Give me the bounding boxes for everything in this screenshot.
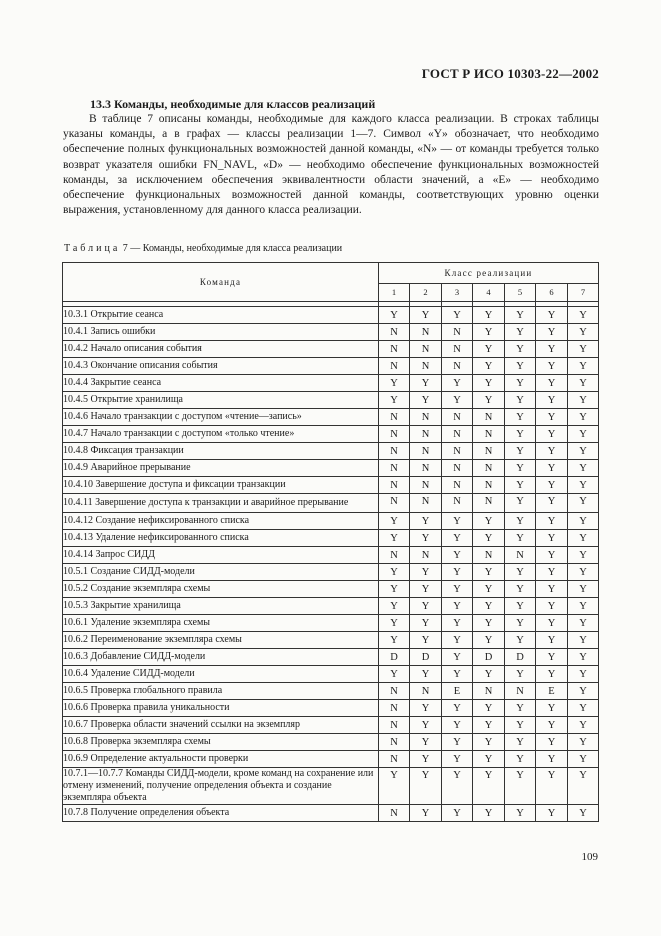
command-name: 10.6.8 Проверка экземпляра схемы (63, 734, 379, 751)
class-value-cell: Y (568, 494, 599, 513)
class-value-cell: N (379, 751, 410, 768)
command-name: 10.4.6 Начало транзакции с доступом «чтение—запись» (63, 409, 379, 426)
class-value-cell: Y (536, 324, 568, 341)
class-value-cell: N (410, 324, 442, 341)
class-value-cell: Y (505, 443, 536, 460)
class-value-cell: N (410, 683, 442, 700)
class-value-cell: Y (442, 375, 473, 392)
command-name: 10.5.1 Создание СИДД-модели (63, 564, 379, 581)
class-value-cell: Y (473, 581, 505, 598)
class-value-cell: Y (410, 307, 442, 324)
class-value-cell: Y (473, 598, 505, 615)
class-value-cell: Y (568, 426, 599, 443)
class-value-cell: E (536, 683, 568, 700)
class-value-cell: N (379, 717, 410, 734)
table-caption-text: — Команды, необходимые для класса реализации (130, 243, 343, 254)
class-value-cell: Y (442, 632, 473, 649)
table-row (63, 649, 599, 666)
class-value-cell: Y (442, 734, 473, 751)
class-value-cell: Y (473, 358, 505, 375)
class-value-cell: Y (442, 805, 473, 822)
class-value-cell: Y (505, 324, 536, 341)
table-row (63, 805, 599, 822)
class-value-cell: Y (536, 409, 568, 426)
command-name: 10.4.7 Начало транзакции с доступом «только чтение» (63, 426, 379, 443)
class-value-cell: Y (568, 805, 599, 822)
class-value-cell: Y (379, 666, 410, 683)
class-value-cell: N (505, 547, 536, 564)
class-value-cell: N (442, 358, 473, 375)
class-value-cell: N (410, 477, 442, 494)
class-value-cell: Y (442, 666, 473, 683)
class-value-cell: Y (568, 358, 599, 375)
command-name: 10.7.8 Получение определения объекта (63, 805, 379, 822)
class-value-cell: Y (568, 649, 599, 666)
class-value-cell: Y (568, 375, 599, 392)
class-value-cell: Y (505, 734, 536, 751)
table-row (63, 683, 599, 700)
class-value-cell: Y (536, 460, 568, 477)
table-row (63, 375, 599, 392)
class-value-cell: Y (473, 375, 505, 392)
class-value-cell: Y (505, 530, 536, 547)
class-value-cell: Y (568, 547, 599, 564)
command-name: 10.6.2 Переименование экземпляра схемы (63, 632, 379, 649)
class-value-cell: Y (536, 494, 568, 513)
class-value-cell: N (473, 683, 505, 700)
class-value-cell: Y (536, 805, 568, 822)
class-value-cell: Y (568, 443, 599, 460)
table-caption-label: Таблица (64, 243, 121, 254)
class-value-cell: Y (505, 581, 536, 598)
command-name: 10.6.3 Добавление СИДД-модели (63, 649, 379, 666)
class-value-cell: Y (442, 307, 473, 324)
class-value-cell: N (505, 683, 536, 700)
class-value-cell: N (379, 324, 410, 341)
class-value-cell: Y (536, 341, 568, 358)
class-value-cell: N (473, 494, 505, 513)
class-value-cell: E (442, 683, 473, 700)
class-value-cell: N (473, 460, 505, 477)
class-value-cell: N (410, 494, 442, 513)
table-row (63, 547, 599, 564)
class-value-cell: N (379, 477, 410, 494)
table-row (63, 734, 599, 751)
class-value-cell: Y (505, 409, 536, 426)
class-value-cell: Y (473, 341, 505, 358)
class-value-cell: Y (379, 615, 410, 632)
class-value-cell: Y (473, 615, 505, 632)
class-value-cell: Y (568, 734, 599, 751)
class-value-cell: Y (473, 324, 505, 341)
class-value-cell: Y (379, 530, 410, 547)
command-name: 10.6.5 Проверка глобального правила (63, 683, 379, 700)
class-value-cell: Y (473, 717, 505, 734)
class-value-cell: N (379, 409, 410, 426)
class-value-cell: Y (442, 615, 473, 632)
page-number: 109 (581, 851, 598, 863)
class-value-cell: Y (568, 717, 599, 734)
class-value-cell: N (379, 460, 410, 477)
class-value-cell: N (379, 734, 410, 751)
class-number-3: 3 (442, 283, 473, 301)
table-row (63, 307, 599, 324)
class-value-cell: Y (442, 513, 473, 530)
class-value-cell: Y (505, 392, 536, 409)
document-header: ГОСТ Р ИСО 10303-22—2002 (421, 66, 599, 81)
class-value-cell: Y (473, 734, 505, 751)
class-value-cell: Y (536, 307, 568, 324)
table-row (63, 717, 599, 734)
command-name: 10.4.13 Удаление нефиксированного списка (63, 530, 379, 547)
table-row (63, 358, 599, 375)
table-row (63, 666, 599, 683)
class-value-cell: Y (379, 581, 410, 598)
class-value-cell: N (379, 426, 410, 443)
class-value-cell: Y (442, 768, 473, 805)
class-value-cell: Y (568, 307, 599, 324)
class-value-cell: N (379, 547, 410, 564)
command-name: 10.4.4 Закрытие сеанса (63, 375, 379, 392)
class-value-cell: Y (568, 324, 599, 341)
class-value-cell: N (379, 683, 410, 700)
command-name: 10.4.11 Завершение доступа к транзакции и аварийное прерывание (63, 494, 379, 513)
class-value-cell: Y (473, 632, 505, 649)
class-value-cell: D (410, 649, 442, 666)
class-value-cell: N (379, 700, 410, 717)
command-name: 10.4.8 Фиксация транзакции (63, 443, 379, 460)
table-row (63, 615, 599, 632)
table-row (63, 513, 599, 530)
class-value-cell: N (410, 426, 442, 443)
command-name: 10.4.9 Аварийное прерывание (63, 460, 379, 477)
command-name: 10.6.6 Проверка правила уникальности (63, 700, 379, 717)
commands-table (62, 262, 599, 822)
table-row (63, 392, 599, 409)
class-value-cell: Y (568, 751, 599, 768)
class-value-cell: Y (568, 683, 599, 700)
class-value-cell: Y (473, 307, 505, 324)
class-value-cell: Y (536, 564, 568, 581)
class-value-cell: Y (505, 768, 536, 805)
class-value-cell: N (442, 426, 473, 443)
table-caption (64, 243, 342, 254)
class-value-cell: Y (473, 530, 505, 547)
table-row (63, 751, 599, 768)
class-value-cell: Y (568, 615, 599, 632)
table-row (63, 443, 599, 460)
class-value-cell: Y (505, 666, 536, 683)
class-value-cell: Y (505, 615, 536, 632)
class-value-cell: N (442, 324, 473, 341)
class-value-cell: Y (505, 460, 536, 477)
class-value-cell: Y (410, 751, 442, 768)
class-value-cell: Y (442, 751, 473, 768)
section-title: 13.3 Команды, необходимые для классов реализаций (90, 97, 376, 111)
class-value-cell: Y (473, 805, 505, 822)
class-value-cell: Y (568, 409, 599, 426)
class-value-cell: N (442, 409, 473, 426)
class-value-cell: N (410, 460, 442, 477)
class-value-cell: D (473, 649, 505, 666)
class-value-cell: Y (379, 513, 410, 530)
class-value-cell: Y (379, 307, 410, 324)
class-value-cell: Y (536, 547, 568, 564)
class-value-cell: Y (379, 598, 410, 615)
class-value-cell: D (379, 649, 410, 666)
class-value-cell: Y (379, 632, 410, 649)
class-value-cell: Y (505, 494, 536, 513)
table-row (63, 494, 599, 513)
class-value-cell: Y (410, 717, 442, 734)
table-row (63, 598, 599, 615)
class-value-cell: Y (505, 358, 536, 375)
class-value-cell: N (379, 805, 410, 822)
class-value-cell: Y (505, 717, 536, 734)
table-row (63, 324, 599, 341)
class-value-cell: Y (442, 717, 473, 734)
class-value-cell: Y (536, 530, 568, 547)
table-row (63, 341, 599, 358)
class-value-cell: Y (410, 632, 442, 649)
class-value-cell: Y (473, 564, 505, 581)
class-value-cell: Y (442, 530, 473, 547)
command-name: 10.6.9 Определение актуальности проверки (63, 751, 379, 768)
class-value-cell: Y (505, 426, 536, 443)
class-value-cell: Y (536, 581, 568, 598)
class-value-cell: Y (568, 477, 599, 494)
class-value-cell: Y (505, 307, 536, 324)
class-value-cell: Y (568, 768, 599, 805)
column-header-command: Команда (63, 263, 379, 302)
class-value-cell: N (473, 443, 505, 460)
class-value-cell: Y (505, 564, 536, 581)
command-name: 10.3.1 Открытие сеанса (63, 307, 379, 324)
class-value-cell: Y (410, 581, 442, 598)
intro-paragraph: В таблице 7 описаны команды, необходимые для каждого класса реализации. В строках таблицы указаны команды, а в графах — классы реализации 1—7. Символ «Y» обозначает, что необходимо обеспечение полных функциональных возможностей данной команды, «N» — от команды требуется только возврат указателя ошибки FN_NAVL, «D» — необходимо обеспечение функциональных возможностей команды, за исключением обеспечения эквивалентности области значений, а «E» — необходимо обеспечение функциональных возможностей данной команды, соответствующих уровню оценки выражения, установленному для данного класса реализации. (63, 113, 599, 217)
class-value-cell: Y (473, 700, 505, 717)
class-value-cell: Y (568, 392, 599, 409)
command-name: 10.4.3 Окончание описания события (63, 358, 379, 375)
class-value-cell: Y (536, 734, 568, 751)
class-value-cell: Y (536, 426, 568, 443)
class-value-cell: Y (442, 547, 473, 564)
command-name: 10.6.4 Удаление СИДД-модели (63, 666, 379, 683)
class-value-cell: Y (473, 666, 505, 683)
class-value-cell: D (505, 649, 536, 666)
class-value-cell: Y (536, 477, 568, 494)
table-row (63, 477, 599, 494)
class-value-cell: N (410, 547, 442, 564)
class-value-cell: Y (568, 564, 599, 581)
class-value-cell: Y (536, 513, 568, 530)
class-value-cell: N (410, 443, 442, 460)
command-name: 10.4.2 Начало описания события (63, 341, 379, 358)
command-name: 10.7.1—10.7.7 Команды СИДД-модели, кроме команд на сохранение или отмену изменений, получение определения объекта и создание экземпляра объекта (63, 768, 379, 805)
command-name: 10.4.10 Завершение доступа и фиксации транзакции (63, 477, 379, 494)
class-value-cell: Y (410, 768, 442, 805)
class-value-cell: Y (505, 477, 536, 494)
class-value-cell: N (379, 494, 410, 513)
class-value-cell: N (379, 341, 410, 358)
class-value-cell: Y (505, 805, 536, 822)
table-row (63, 460, 599, 477)
class-number-7: 7 (568, 283, 599, 301)
class-value-cell: Y (442, 649, 473, 666)
class-value-cell: Y (536, 598, 568, 615)
class-value-cell: Y (410, 598, 442, 615)
column-header-class: Класс реализации (379, 263, 599, 284)
class-value-cell: Y (505, 632, 536, 649)
class-number-2: 2 (410, 283, 442, 301)
class-value-cell: Y (410, 375, 442, 392)
class-value-cell: Y (473, 751, 505, 768)
class-value-cell: N (442, 477, 473, 494)
class-value-cell: Y (568, 530, 599, 547)
class-value-cell: Y (536, 375, 568, 392)
class-value-cell: Y (379, 564, 410, 581)
command-name: 10.6.1 Удаление экземпляра схемы (63, 615, 379, 632)
class-value-cell: Y (410, 392, 442, 409)
class-value-cell: Y (536, 717, 568, 734)
class-value-cell: N (442, 460, 473, 477)
class-value-cell: N (410, 341, 442, 358)
class-value-cell: Y (505, 598, 536, 615)
class-value-cell: Y (536, 392, 568, 409)
command-name: 10.4.1 Запись ошибки (63, 324, 379, 341)
class-value-cell: Y (410, 805, 442, 822)
class-value-cell: Y (568, 632, 599, 649)
class-value-cell: Y (568, 513, 599, 530)
class-value-cell: Y (410, 734, 442, 751)
class-value-cell: Y (410, 615, 442, 632)
class-value-cell: Y (442, 598, 473, 615)
class-value-cell: Y (410, 530, 442, 547)
class-number-1: 1 (379, 283, 410, 301)
table-row (63, 768, 599, 805)
class-value-cell: Y (536, 751, 568, 768)
table-caption-number: 7 (122, 243, 128, 254)
class-value-cell: N (473, 547, 505, 564)
class-value-cell: N (379, 443, 410, 460)
class-value-cell: Y (505, 341, 536, 358)
class-value-cell: Y (410, 700, 442, 717)
class-value-cell: N (410, 358, 442, 375)
class-value-cell: Y (505, 700, 536, 717)
class-value-cell: Y (568, 341, 599, 358)
class-value-cell: Y (536, 443, 568, 460)
class-value-cell: Y (473, 768, 505, 805)
class-value-cell: Y (568, 700, 599, 717)
table-row (63, 426, 599, 443)
class-number-5: 5 (505, 283, 536, 301)
table-row (63, 564, 599, 581)
class-value-cell: Y (410, 564, 442, 581)
class-number-4: 4 (473, 283, 505, 301)
class-value-cell: Y (410, 513, 442, 530)
class-value-cell: Y (536, 666, 568, 683)
command-name: 10.4.12 Создание нефиксированного списка (63, 513, 379, 530)
class-value-cell: N (379, 358, 410, 375)
class-value-cell: Y (536, 649, 568, 666)
class-value-cell: Y (473, 513, 505, 530)
class-value-cell: Y (536, 358, 568, 375)
table-body (63, 302, 599, 822)
class-value-cell: N (442, 494, 473, 513)
class-value-cell: Y (410, 666, 442, 683)
class-value-cell: Y (536, 768, 568, 805)
table-row (63, 530, 599, 547)
command-name: 10.5.3 Закрытие хранилища (63, 598, 379, 615)
class-value-cell: Y (536, 632, 568, 649)
class-value-cell: Y (505, 751, 536, 768)
class-value-cell: N (473, 477, 505, 494)
command-name: 10.4.5 Открытие хранилища (63, 392, 379, 409)
class-value-cell: Y (379, 375, 410, 392)
class-number-6: 6 (536, 283, 568, 301)
class-value-cell: Y (442, 581, 473, 598)
class-value-cell: Y (568, 460, 599, 477)
command-name: 10.5.2 Создание экземпляра схемы (63, 581, 379, 598)
class-value-cell: Y (505, 513, 536, 530)
class-value-cell: Y (473, 392, 505, 409)
class-value-cell: Y (379, 392, 410, 409)
table-row (63, 632, 599, 649)
table-row (63, 700, 599, 717)
class-value-cell: Y (568, 598, 599, 615)
class-value-cell: N (473, 426, 505, 443)
class-value-cell: Y (568, 581, 599, 598)
class-value-cell: N (442, 443, 473, 460)
class-value-cell: Y (505, 375, 536, 392)
class-value-cell: Y (442, 392, 473, 409)
class-value-cell: N (473, 409, 505, 426)
class-value-cell: Y (536, 615, 568, 632)
class-value-cell: Y (442, 700, 473, 717)
command-name: 10.4.14 Запрос СИДД (63, 547, 379, 564)
table-row (63, 409, 599, 426)
class-value-cell: Y (568, 666, 599, 683)
class-value-cell: Y (442, 564, 473, 581)
class-value-cell: Y (379, 768, 410, 805)
class-value-cell: Y (536, 700, 568, 717)
class-value-cell: N (442, 341, 473, 358)
class-value-cell: N (410, 409, 442, 426)
table-row (63, 581, 599, 598)
command-name: 10.6.7 Проверка области значений ссылки на экземпляр (63, 717, 379, 734)
